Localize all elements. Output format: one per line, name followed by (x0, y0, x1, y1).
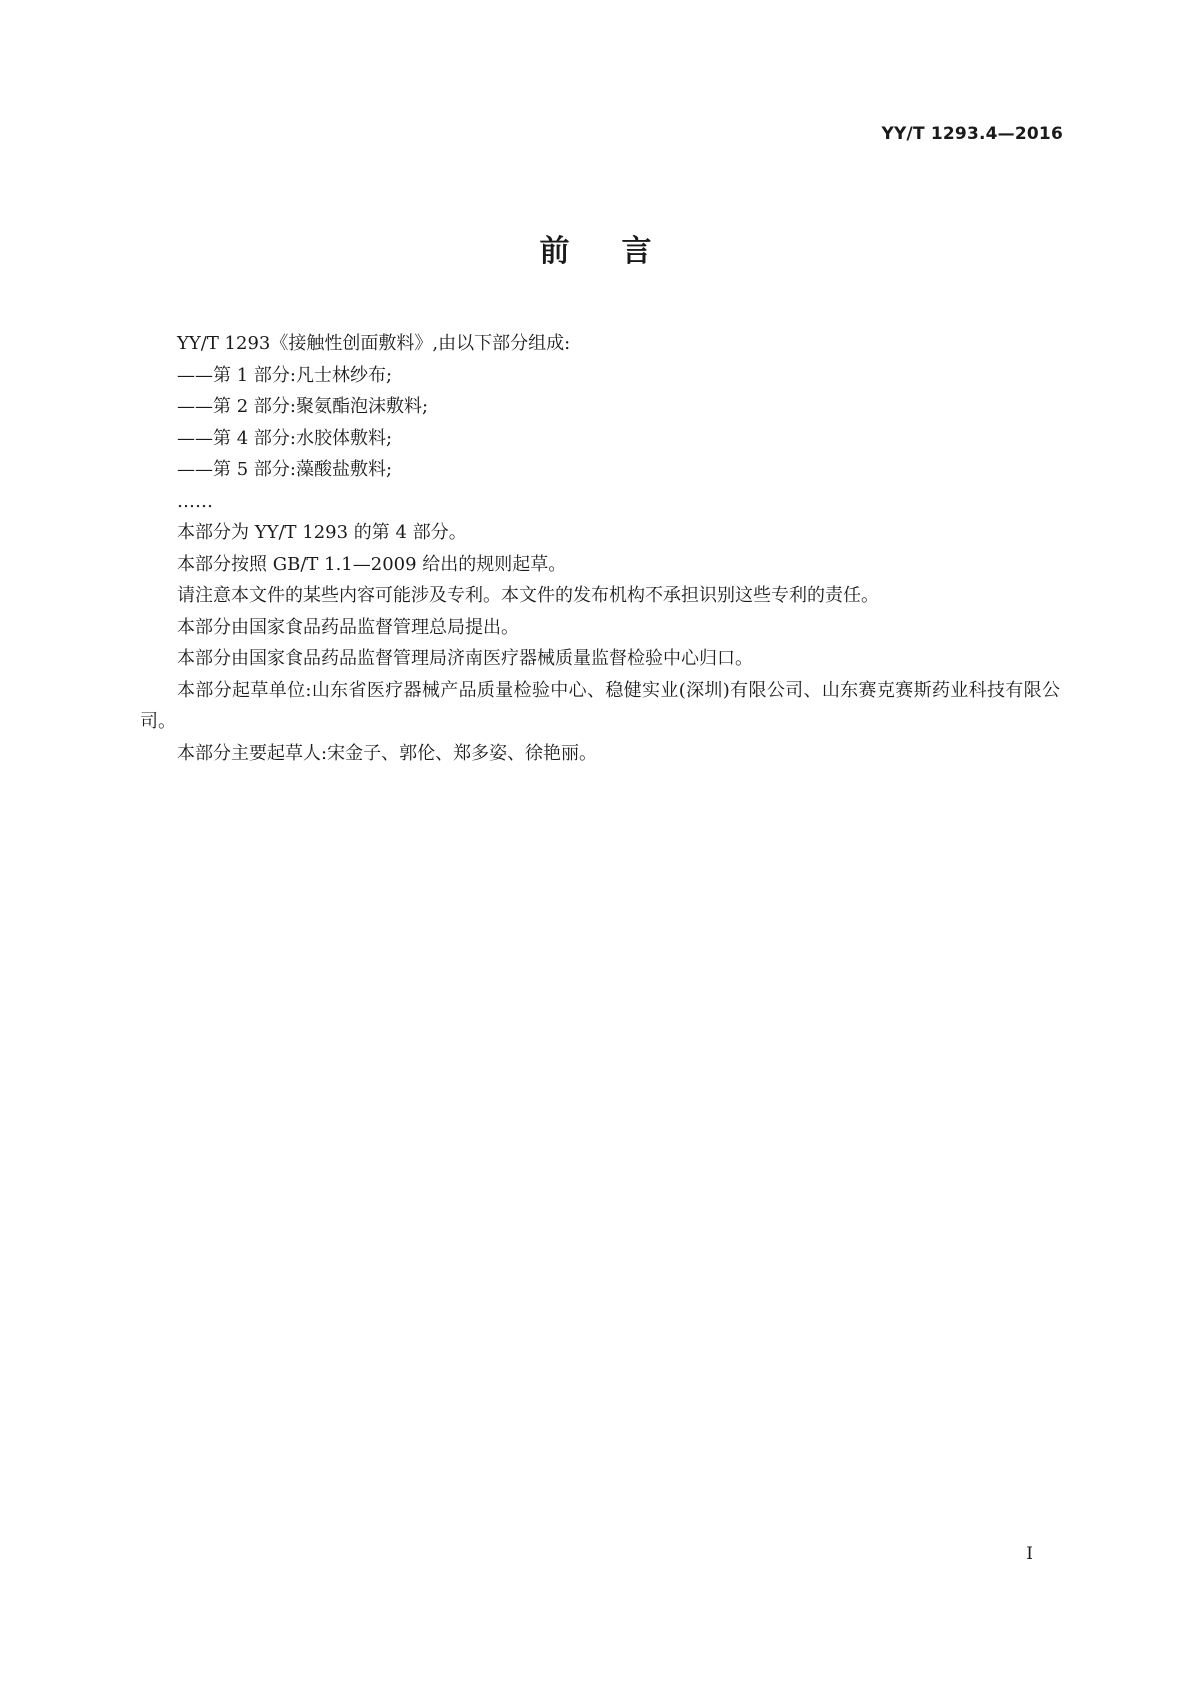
paragraph-drafting-units: 本部分起草单位:山东省医疗器械产品质量检验中心、稳健实业(深圳)有限公司、山东赛克赛斯药业科技有限公司。 (140, 679, 1060, 732)
paragraph-series-intro: YY/T 1293《接触性创面敷料》,由以下部分组成: (177, 333, 571, 354)
paragraph-drafting-rules: 本部分按照 GB/T 1.1—2009 给出的规则起草。 (177, 553, 567, 575)
list-item-part-5: ——第 5 部分:藻酸盐敷料; (177, 459, 393, 480)
paragraph-drafters: 本部分主要起草人:宋金子、郭伦、郑多姿、徐艳丽。 (177, 742, 598, 764)
list-item-part-2: ——第 2 部分:聚氨酯泡沫敷料; (177, 396, 429, 417)
paragraph-technical-committee: 本部分由国家食品药品监督管理局济南医疗器械质量监督检验中心归口。 (177, 648, 753, 669)
list-item-part-1: ——第 1 部分:凡士林纱布; (177, 364, 393, 386)
list-item-part-4: ——第 4 部分:水胶体敷料; (177, 427, 393, 449)
list-ellipsis: …… (177, 490, 213, 512)
foreword-body (140, 328, 1060, 769)
paragraph-part-statement: 本部分为 YY/T 1293 的第 4 部分。 (177, 522, 467, 543)
paragraph-proposer: 本部分由国家食品药品监督管理总局提出。 (177, 616, 519, 638)
standard-code: YY/T 1293.4—2016 (881, 124, 1063, 144)
page-title: 前言 (539, 234, 704, 269)
page-number: I (1026, 1544, 1033, 1564)
paragraph-patent-notice: 请注意本文件的某些内容可能涉及专利。本文件的发布机构不承担识别这些专利的责任。 (177, 585, 879, 606)
